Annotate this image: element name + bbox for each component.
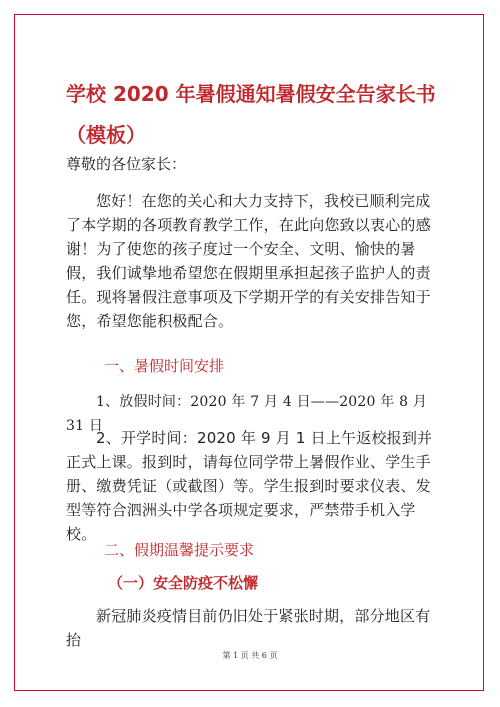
document-title: 学校 2020 年暑假通知暑假安全告家长书（模板）: [66, 82, 436, 147]
section-heading-reminders: 二、假期温馨提示要求: [104, 541, 255, 559]
holiday-time-paragraph: 1、放假时间：2020 年 7 月 4 日——2020 年 8 月 31 日: [66, 394, 428, 434]
school-start-paragraph: 2、开学时间：2020 年 9 月 1 日上午返校报到并正式上课。报到时，请每位同学带上暑假作业、学生手册、缴费凭证（或截图）等。学生报到时要求仪表、发型等符合泗洲头中学各项规定要求，严禁带手机入学校。: [66, 429, 433, 543]
intro-paragraph: 您好！在您的关心和大力支持下，我校已顺利完成了本学期的各项教育教学工作，在此向您致以衷心的感谢！为了使您的孩子度过一个安全、文明、愉快的暑假，我们诚挚地希望您在假期里承担起孩子监护人的责任。现将暑假注意事项及下学期开学的有关安排告知于您，希望您能积极配合。: [66, 192, 431, 330]
section-heading-schedule: 一、暑假时间安排: [104, 357, 225, 375]
salutation: 尊敬的各位家长：: [66, 155, 187, 173]
epidemic-paragraph: 新冠肺炎疫情目前仍旧处于紧张时期，部分地区有抬: [66, 607, 431, 649]
page-footer: 第 1 页 共 6 页: [222, 651, 278, 660]
subsection-heading-epidemic: （一）安全防疫不松懈: [108, 574, 259, 592]
